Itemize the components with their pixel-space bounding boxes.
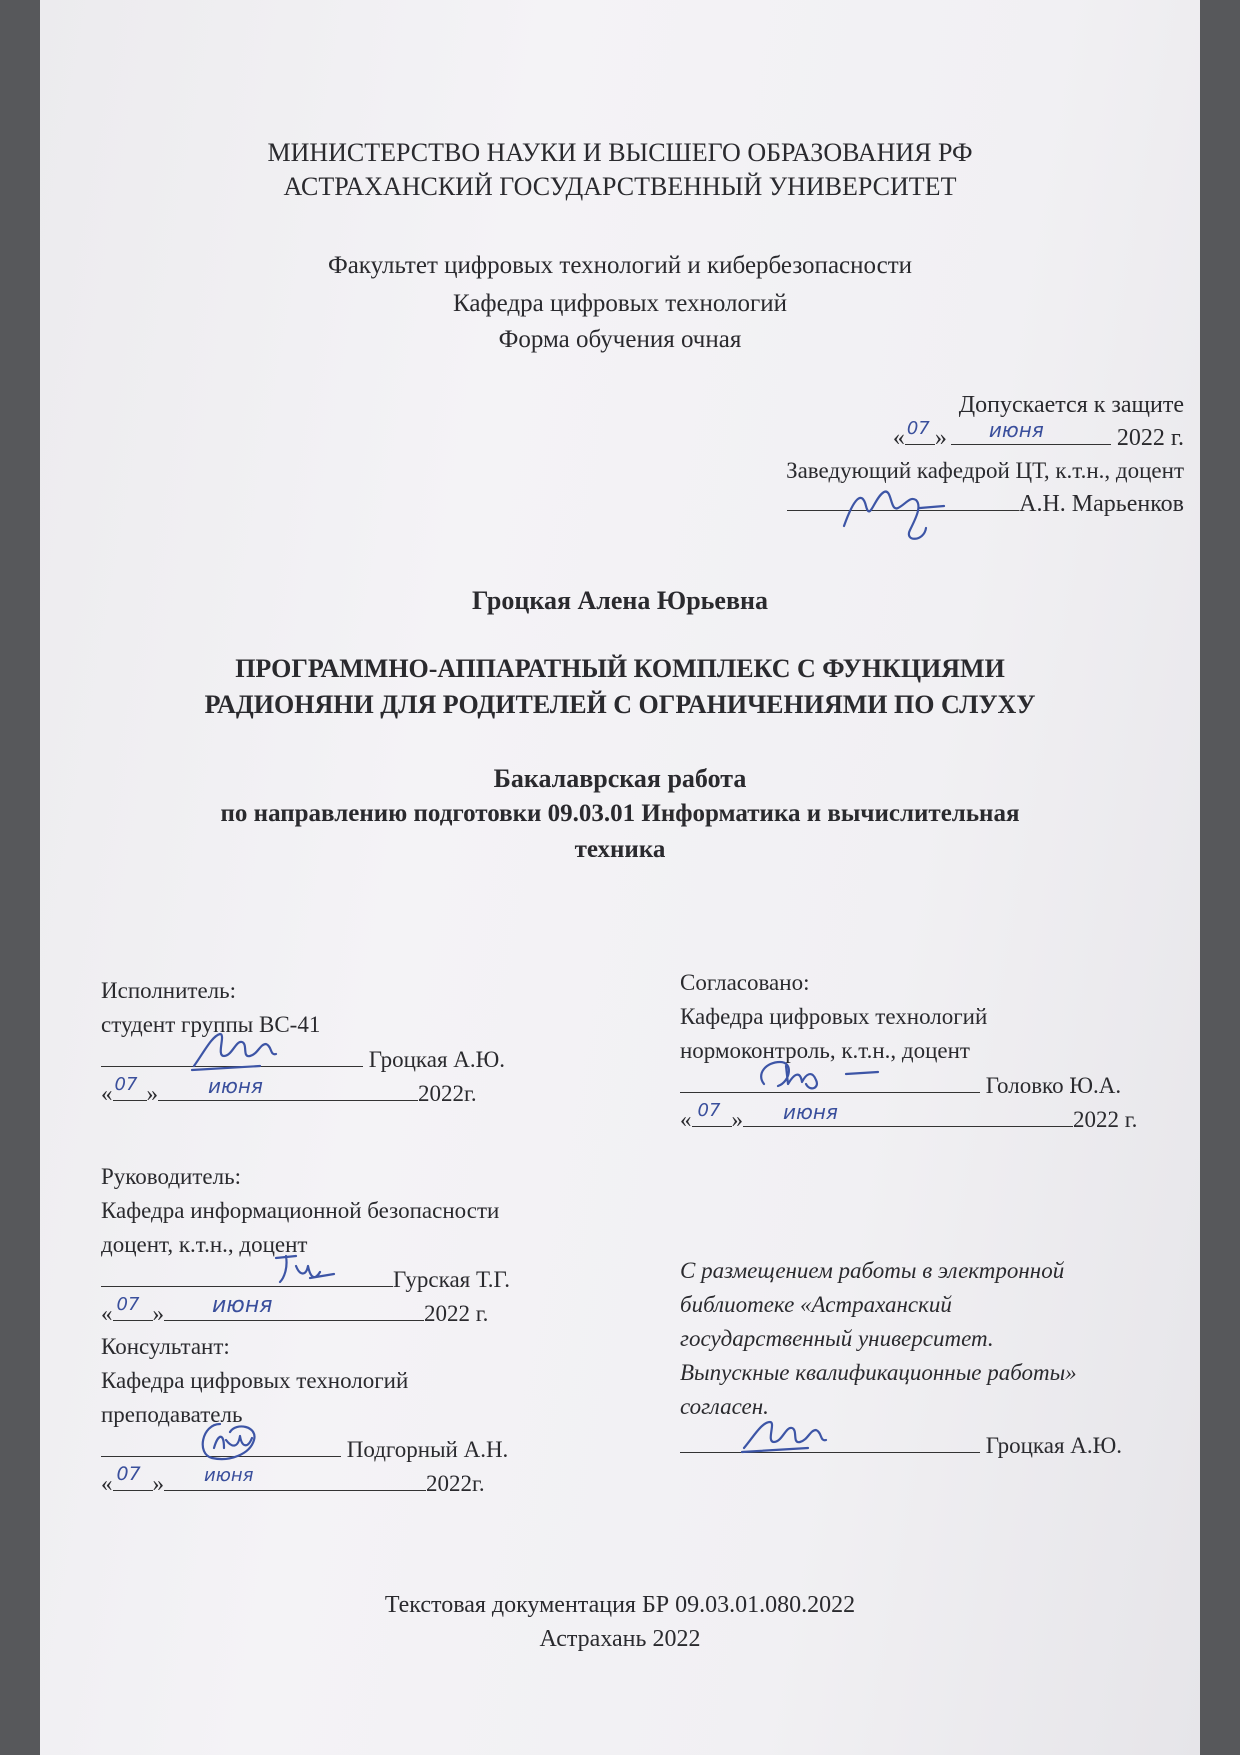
executor-month-handwritten: июня	[208, 1074, 263, 1098]
author-name: Гроцкая Алена Юрьевна	[472, 586, 768, 615]
consultant-date: « 07 » июня 2022г.	[101, 1463, 485, 1496]
agreed-month-handwritten: июня	[783, 1100, 838, 1124]
approval-month-handwritten: июня	[988, 418, 1044, 442]
ministry-heading: МИНИСТЕРСТВО НАУКИ И ВЫСШЕГО ОБРАЗОВАНИЯ РФ	[267, 138, 973, 167]
consultant-day-field	[113, 1463, 153, 1491]
supervisor-signature-field	[101, 1266, 393, 1287]
faculty-line: Факультет цифровых технологий и кибербезопасности	[327, 252, 913, 279]
study-form-line: Форма обучения очная	[498, 326, 742, 353]
supervisor-date: « 07 » июня 2022 г.	[101, 1293, 489, 1326]
agreed-department: Кафедра цифровых технологий	[680, 1004, 988, 1029]
consent-line3: государственный университет.	[680, 1326, 994, 1351]
agreed-role: нормоконтроль, к.т.н., доцент	[680, 1038, 970, 1063]
consultant-signature	[190, 1418, 270, 1464]
supervisor-label: Руководитель:	[101, 1164, 241, 1189]
consent-line1: С размещением работы в электронной	[680, 1258, 1065, 1283]
consultant-label: Консультант:	[101, 1334, 230, 1359]
consultant-month-handwritten: июня	[204, 1465, 254, 1486]
footer-doc-code: Текстовая документация БР 09.03.01.080.2022	[384, 1592, 856, 1618]
supervisor-day-field	[113, 1294, 153, 1321]
executor-signature-line	[101, 1046, 505, 1073]
agreed-day-handwritten: 07	[697, 1100, 721, 1121]
consent-name: Гроцкая А.Ю.	[985, 1433, 1123, 1458]
executor-day-handwritten: 07	[114, 1074, 138, 1095]
supervisor-month-handwritten: июня	[212, 1293, 273, 1318]
agreed-date: « 07 » июня 2022 г.	[680, 1100, 1138, 1132]
supervisor-day-handwritten: 07	[116, 1294, 140, 1315]
executor-signature	[190, 1026, 280, 1076]
head-signature	[840, 478, 950, 548]
supervisor-role: доцент, к.т.н., доцент	[101, 1232, 308, 1257]
consent-line4: Выпускные квалификационные работы»	[680, 1360, 1077, 1385]
consent-line2: библиотеке «Астраханский	[680, 1292, 952, 1317]
agreed-signature-line	[680, 1072, 1121, 1099]
thesis-title-line1: ПРОГРАММНО-АППАРАТНЫЙ КОМПЛЕКС С ФУНКЦИЯМИ	[235, 654, 1005, 683]
approval-month-field	[951, 418, 1111, 445]
agreed-signature	[750, 1054, 900, 1094]
footer-city-year: Астрахань 2022	[539, 1626, 701, 1652]
university-heading: АСТРАХАНСКИЙ ГОСУДАРСТВЕННЫЙ УНИВЕРСИТЕТ	[283, 172, 957, 201]
approval-date: « 07 » июня 2022 г.	[892, 418, 1184, 451]
executor-date: « 07 » июня 2022г.	[101, 1074, 477, 1106]
thesis-title-line2: РАДИОНЯНИ ДЛЯ РОДИТЕЛЕЙ С ОГРАНИЧЕНИЯМИ ПО СЛУХУ	[204, 690, 1036, 719]
department-line: Кафедра цифровых технологий	[452, 290, 787, 317]
admitted-label: Допускается к защите	[958, 392, 1184, 418]
consultant-role: преподаватель	[101, 1402, 243, 1427]
approval-day-field	[905, 418, 935, 445]
executor-label: Исполнитель:	[101, 978, 237, 1003]
supervisor-department: Кафедра информационной безопасности	[101, 1198, 500, 1223]
consultant-department: Кафедра цифровых технологий	[101, 1368, 409, 1393]
consultant-name: Подгорный А.Н.	[346, 1437, 509, 1462]
supervisor-name: Гурская Т.Г.	[393, 1267, 510, 1292]
agreed-label: Согласовано:	[680, 970, 810, 995]
agreed-day-field	[692, 1100, 732, 1127]
consultant-signature-line	[101, 1436, 508, 1463]
head-title: Заведующий кафедрой ЦТ, к.т.н., доцент	[786, 458, 1184, 483]
work-type: Бакалаврская работа	[493, 764, 747, 793]
head-name: А.Н. Марьенков	[1019, 491, 1184, 517]
approval-day-handwritten: 07	[906, 418, 930, 439]
consultant-day-handwritten: 07	[116, 1463, 141, 1485]
executor-group: студент группы ВС-41	[101, 1012, 321, 1037]
document-page	[40, 0, 1200, 1755]
consent-line5: согласен.	[680, 1394, 769, 1419]
consent-signature	[740, 1414, 830, 1454]
direction-line2: техника	[574, 836, 666, 863]
supervisor-signature	[270, 1248, 340, 1288]
agreed-name: Головко Ю.А.	[985, 1073, 1122, 1098]
direction-line1: по направлению подготовки 09.03.01 Информатика и вычислительная	[220, 800, 1020, 827]
consent-signature-field	[680, 1432, 980, 1453]
executor-name: Гроцкая А.Ю.	[368, 1047, 506, 1072]
executor-day-field	[113, 1074, 147, 1101]
